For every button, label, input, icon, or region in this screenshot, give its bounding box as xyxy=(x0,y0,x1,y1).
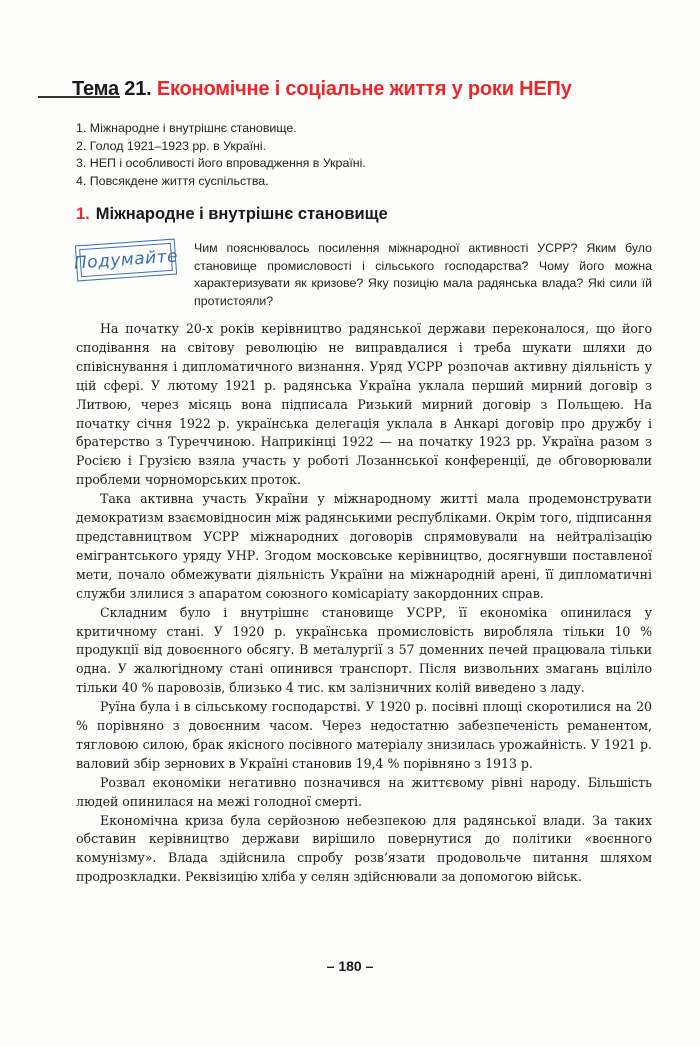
page-number: – 180 – xyxy=(326,958,374,974)
section-title: Міжнародне і внутрішнє становище xyxy=(95,205,388,223)
paragraph: Руїна була і в сільському господарстві. У 1920 р. посівні площі скоротилися на 20 % порівняно з довоєнним часом. Через недостатню забезпеченість реманентом, тягловою силою, брак якісного посівного матеріалу знизилась урожайність. У 1921 р. валовий збір зернових в Україні становив 19,4 % порівняно з 1913 р. xyxy=(76,699,652,771)
paragraph: На початку 20-х років керівництво радянської держави переконалося, що його сподівання на світову революцію не виправдалися і треба шукати шляхи до співіснування і дипломатичного визнання. Уряд УСРР розпочав активну діяльність у цій сфері. У лютому 1921 р. радянська Україна уклала перший мирний договір з Литвою, через місяць вона підписала Ризький мирний договір з Польщею. На початку січня 1922 р. українська делегація уклала в Анкарі договір про дружбу і братерство з Туреччиною. Наприкінці 1922 — на початку 1923 рр. Україна разом з Росією і Грузією взяла участь у роботі Лозаннської конференції, де обговорювали проблеми чорноморських проток. xyxy=(76,321,652,488)
topic-outline xyxy=(76,120,596,190)
body-text xyxy=(76,320,652,887)
paragraph: Розвал економіки негативно позначився на життєвому рівні народу. Більшість людей опинилася на межі голодної смерті. xyxy=(76,774,652,809)
think-badge-label: Подумайте xyxy=(73,246,179,274)
section-heading xyxy=(76,204,636,224)
think-badge xyxy=(75,239,177,282)
topic-title xyxy=(72,76,632,102)
paragraph: Економічна криза була серйозною небезпекою для радянської влади. За таких обставин керівництво держави вирішило повернутися до політики «воєнного комунізму». Влада здійснила спробу розв’язати продовольче питання шляхом продрозкладки. Реквізицію хліба у селян здійснювали за допомогою військ. xyxy=(76,812,652,885)
outline-item: 4. Повсякдене життя суспільства. xyxy=(76,173,269,188)
topic-prefix: Тема 21. xyxy=(72,78,152,100)
section-number: 1. xyxy=(76,205,90,223)
outline-item: 3. НЕП і особливості його впровадження в Україні. xyxy=(76,156,366,170)
paragraph: Складним було і внутрішнє становище УСРР, її економіка опинилася у критичному стані. У 1920 р. українська промисловість виробляла тільки 10 % продукції від довоєнного обсягу. В металургії з 57 доменних печей працювала тільки одна. У жалюгідному стані опинився транспорт. Після визвольних змагань вціліло тільки 40 % паровозів, близько 4 тис. км залізничних колій виведено з ладу. xyxy=(76,604,652,696)
paragraph: Така активна участь України у міжнародному житті мала продемонструвати демократизм взаємовідносин між радянськими республіками. Окрім того, підписання представництвом УСРР міжнародних договорів спрямовували на нейтралізацію емігрантського уряду УНР. Згодом московське керівництво, досягнувши поставленої мети, почало обмежувати діяльність України на міжнародній арені, її дипломатичні служби злилися з апаратом союзного комісаріату закордонних справ. xyxy=(76,491,652,601)
think-question-text: Чим пояснювалось посилення міжнародної активності УСРР? Яким було становище промисловості і сільського господарства? Чому його можна характеризувати як кризове? Яку позицію мала радянська влада? Які сили їй протистояли? xyxy=(194,241,652,308)
topic-title-text: Економічне і соціальне життя у роки НЕПу xyxy=(156,78,572,100)
outline-item: 1. Міжнародне і внутрішнє становище. xyxy=(76,121,297,135)
outline-item: 2. Голод 1921–1923 рр. в Україні. xyxy=(76,138,267,153)
